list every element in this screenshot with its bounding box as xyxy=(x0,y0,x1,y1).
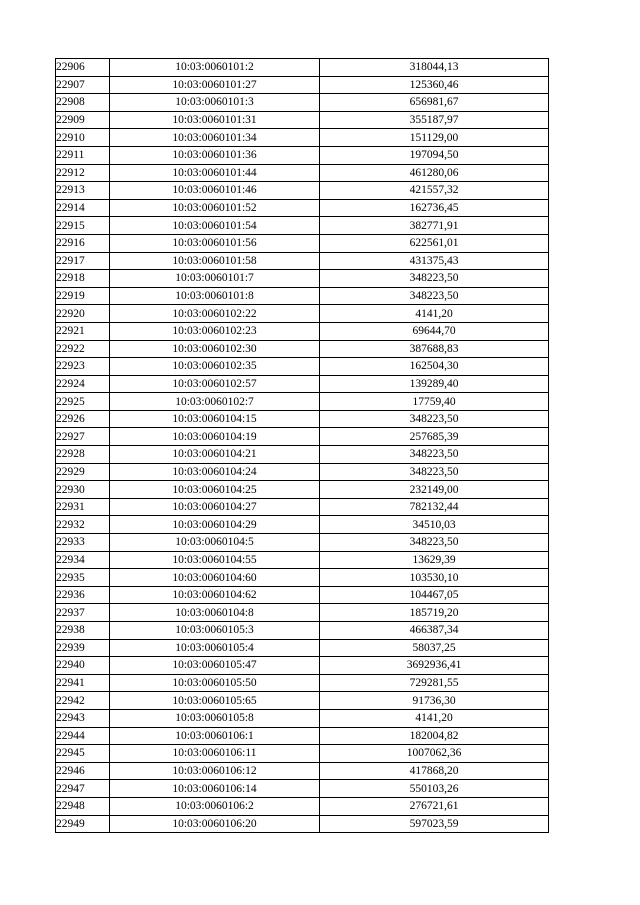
row-number-cell: 22906 xyxy=(56,59,110,77)
table-row xyxy=(56,604,549,622)
row-number-cell: 22908 xyxy=(56,94,110,112)
row-number-cell: 22917 xyxy=(56,252,110,270)
cadastral-number-cell: 10:03:0060101:27 xyxy=(110,76,320,94)
row-number-cell: 22930 xyxy=(56,481,110,499)
table-row xyxy=(56,129,549,147)
cadastral-value-cell: 417868,20 xyxy=(320,762,549,780)
table-row xyxy=(56,164,549,182)
table-row xyxy=(56,657,549,675)
row-number-cell: 22929 xyxy=(56,463,110,481)
table-row xyxy=(56,59,549,77)
table-row xyxy=(56,481,549,499)
cadastral-number-cell: 10:03:0060101:34 xyxy=(110,129,320,147)
cadastral-number-cell: 10:03:0060106:12 xyxy=(110,762,320,780)
cadastral-value-cell: 1007062,36 xyxy=(320,745,549,763)
row-number-cell: 22938 xyxy=(56,622,110,640)
row-number-cell: 22907 xyxy=(56,76,110,94)
table-row xyxy=(56,217,549,235)
cadastral-number-cell: 10:03:0060104:24 xyxy=(110,463,320,481)
row-number-cell: 22912 xyxy=(56,164,110,182)
table-row xyxy=(56,428,549,446)
cadastral-number-cell: 10:03:0060106:11 xyxy=(110,745,320,763)
cadastral-value-cell: 431375,43 xyxy=(320,252,549,270)
table-row xyxy=(56,111,549,129)
row-number-cell: 22933 xyxy=(56,534,110,552)
cadastral-number-cell: 10:03:0060101:54 xyxy=(110,217,320,235)
row-number-cell: 22918 xyxy=(56,270,110,288)
row-number-cell: 22945 xyxy=(56,745,110,763)
cadastral-value-cell: 387688,83 xyxy=(320,340,549,358)
cadastral-number-cell: 10:03:0060102:7 xyxy=(110,393,320,411)
cadastral-number-cell: 10:03:0060101:8 xyxy=(110,287,320,305)
cadastral-value-table xyxy=(55,58,549,833)
cadastral-value-cell: 34510,03 xyxy=(320,516,549,534)
row-number-cell: 22937 xyxy=(56,604,110,622)
table-row xyxy=(56,410,549,428)
cadastral-number-cell: 10:03:0060101:56 xyxy=(110,234,320,252)
cadastral-value-cell: 729281,55 xyxy=(320,674,549,692)
cadastral-value-cell: 656981,67 xyxy=(320,94,549,112)
row-number-cell: 22916 xyxy=(56,234,110,252)
table-row xyxy=(56,446,549,464)
cadastral-value-cell: 125360,46 xyxy=(320,76,549,94)
cadastral-number-cell: 10:03:0060104:55 xyxy=(110,551,320,569)
row-number-cell: 22948 xyxy=(56,797,110,815)
table-row xyxy=(56,252,549,270)
table-row xyxy=(56,674,549,692)
row-number-cell: 22922 xyxy=(56,340,110,358)
table-row xyxy=(56,358,549,376)
cadastral-number-cell: 10:03:0060101:2 xyxy=(110,59,320,77)
cadastral-number-cell: 10:03:0060102:23 xyxy=(110,322,320,340)
cadastral-number-cell: 10:03:0060104:21 xyxy=(110,446,320,464)
cadastral-value-cell: 182004,82 xyxy=(320,727,549,745)
table-row xyxy=(56,709,549,727)
row-number-cell: 22935 xyxy=(56,569,110,587)
cadastral-number-cell: 10:03:0060106:14 xyxy=(110,780,320,798)
table-row xyxy=(56,287,549,305)
cadastral-number-cell: 10:03:0060104:15 xyxy=(110,410,320,428)
row-number-cell: 22910 xyxy=(56,129,110,147)
cadastral-number-cell: 10:03:0060102:30 xyxy=(110,340,320,358)
cadastral-value-cell: 69644,70 xyxy=(320,322,549,340)
row-number-cell: 22915 xyxy=(56,217,110,235)
row-number-cell: 22936 xyxy=(56,586,110,604)
cadastral-value-cell: 4141,20 xyxy=(320,305,549,323)
cadastral-number-cell: 10:03:0060106:1 xyxy=(110,727,320,745)
cadastral-value-cell: 348223,50 xyxy=(320,287,549,305)
cadastral-number-cell: 10:03:0060101:31 xyxy=(110,111,320,129)
cadastral-value-cell: 58037,25 xyxy=(320,639,549,657)
table-row xyxy=(56,815,549,833)
table-row xyxy=(56,516,549,534)
cadastral-value-cell: 348223,50 xyxy=(320,270,549,288)
cadastral-value-cell: 232149,00 xyxy=(320,481,549,499)
cadastral-number-cell: 10:03:0060101:36 xyxy=(110,146,320,164)
table-row xyxy=(56,797,549,815)
row-number-cell: 22924 xyxy=(56,375,110,393)
cadastral-value-cell: 318044,13 xyxy=(320,59,549,77)
cadastral-value-cell: 355187,97 xyxy=(320,111,549,129)
row-number-cell: 22926 xyxy=(56,410,110,428)
row-number-cell: 22911 xyxy=(56,146,110,164)
cadastral-value-cell: 104467,05 xyxy=(320,586,549,604)
cadastral-value-cell: 139289,40 xyxy=(320,375,549,393)
cadastral-value-cell: 348223,50 xyxy=(320,446,549,464)
cadastral-value-cell: 4141,20 xyxy=(320,709,549,727)
cadastral-value-cell: 276721,61 xyxy=(320,797,549,815)
cadastral-number-cell: 10:03:0060104:5 xyxy=(110,534,320,552)
table-row xyxy=(56,322,549,340)
cadastral-number-cell: 10:03:0060104:27 xyxy=(110,498,320,516)
row-number-cell: 22942 xyxy=(56,692,110,710)
table-row xyxy=(56,463,549,481)
cadastral-value-cell: 348223,50 xyxy=(320,463,549,481)
table-row xyxy=(56,76,549,94)
row-number-cell: 22920 xyxy=(56,305,110,323)
cadastral-number-cell: 10:03:0060105:65 xyxy=(110,692,320,710)
cadastral-number-cell: 10:03:0060106:20 xyxy=(110,815,320,833)
table-row xyxy=(56,586,549,604)
row-number-cell: 22932 xyxy=(56,516,110,534)
cadastral-number-cell: 10:03:0060104:60 xyxy=(110,569,320,587)
table-body xyxy=(56,59,549,833)
row-number-cell: 22927 xyxy=(56,428,110,446)
document-page xyxy=(55,58,546,833)
table-row xyxy=(56,762,549,780)
cadastral-value-cell: 162504,30 xyxy=(320,358,549,376)
row-number-cell: 22909 xyxy=(56,111,110,129)
table-row xyxy=(56,375,549,393)
cadastral-number-cell: 10:03:0060104:19 xyxy=(110,428,320,446)
row-number-cell: 22931 xyxy=(56,498,110,516)
table-row xyxy=(56,393,549,411)
cadastral-value-cell: 197094,50 xyxy=(320,146,549,164)
row-number-cell: 22944 xyxy=(56,727,110,745)
row-number-cell: 22919 xyxy=(56,287,110,305)
cadastral-number-cell: 10:03:0060106:2 xyxy=(110,797,320,815)
table-row xyxy=(56,146,549,164)
cadastral-value-cell: 382771,91 xyxy=(320,217,549,235)
row-number-cell: 22914 xyxy=(56,199,110,217)
row-number-cell: 22921 xyxy=(56,322,110,340)
table-row xyxy=(56,551,549,569)
cadastral-value-cell: 550103,26 xyxy=(320,780,549,798)
table-row xyxy=(56,745,549,763)
cadastral-number-cell: 10:03:0060104:25 xyxy=(110,481,320,499)
cadastral-value-cell: 185719,20 xyxy=(320,604,549,622)
row-number-cell: 22943 xyxy=(56,709,110,727)
cadastral-number-cell: 10:03:0060101:58 xyxy=(110,252,320,270)
table-row xyxy=(56,622,549,640)
cadastral-value-cell: 348223,50 xyxy=(320,534,549,552)
row-number-cell: 22934 xyxy=(56,551,110,569)
table-row xyxy=(56,182,549,200)
cadastral-value-cell: 461280,06 xyxy=(320,164,549,182)
row-number-cell: 22949 xyxy=(56,815,110,833)
cadastral-number-cell: 10:03:0060105:8 xyxy=(110,709,320,727)
table-row xyxy=(56,199,549,217)
cadastral-value-cell: 622561,01 xyxy=(320,234,549,252)
row-number-cell: 22940 xyxy=(56,657,110,675)
row-number-cell: 22913 xyxy=(56,182,110,200)
row-number-cell: 22923 xyxy=(56,358,110,376)
cadastral-number-cell: 10:03:0060102:35 xyxy=(110,358,320,376)
row-number-cell: 22947 xyxy=(56,780,110,798)
row-number-cell: 22928 xyxy=(56,446,110,464)
cadastral-value-cell: 13629,39 xyxy=(320,551,549,569)
cadastral-number-cell: 10:03:0060104:8 xyxy=(110,604,320,622)
cadastral-number-cell: 10:03:0060101:46 xyxy=(110,182,320,200)
table-row xyxy=(56,692,549,710)
cadastral-number-cell: 10:03:0060101:7 xyxy=(110,270,320,288)
cadastral-number-cell: 10:03:0060104:62 xyxy=(110,586,320,604)
table-row xyxy=(56,498,549,516)
cadastral-number-cell: 10:03:0060101:52 xyxy=(110,199,320,217)
cadastral-value-cell: 91736,30 xyxy=(320,692,549,710)
cadastral-value-cell: 348223,50 xyxy=(320,410,549,428)
cadastral-value-cell: 597023,59 xyxy=(320,815,549,833)
cadastral-value-cell: 151129,00 xyxy=(320,129,549,147)
cadastral-value-cell: 17759,40 xyxy=(320,393,549,411)
row-number-cell: 22946 xyxy=(56,762,110,780)
row-number-cell: 22939 xyxy=(56,639,110,657)
cadastral-number-cell: 10:03:0060105:47 xyxy=(110,657,320,675)
cadastral-number-cell: 10:03:0060104:29 xyxy=(110,516,320,534)
cadastral-number-cell: 10:03:0060105:4 xyxy=(110,639,320,657)
cadastral-number-cell: 10:03:0060102:57 xyxy=(110,375,320,393)
cadastral-value-cell: 466387,34 xyxy=(320,622,549,640)
cadastral-value-cell: 257685,39 xyxy=(320,428,549,446)
cadastral-number-cell: 10:03:0060101:44 xyxy=(110,164,320,182)
table-row xyxy=(56,534,549,552)
cadastral-value-cell: 162736,45 xyxy=(320,199,549,217)
table-row xyxy=(56,569,549,587)
table-row xyxy=(56,727,549,745)
table-row xyxy=(56,780,549,798)
row-number-cell: 22925 xyxy=(56,393,110,411)
cadastral-number-cell: 10:03:0060101:3 xyxy=(110,94,320,112)
table-row xyxy=(56,270,549,288)
cadastral-value-cell: 3692936,41 xyxy=(320,657,549,675)
table-row xyxy=(56,234,549,252)
table-row xyxy=(56,340,549,358)
cadastral-value-cell: 103530,10 xyxy=(320,569,549,587)
cadastral-number-cell: 10:03:0060105:3 xyxy=(110,622,320,640)
table-row xyxy=(56,305,549,323)
cadastral-value-cell: 782132,44 xyxy=(320,498,549,516)
cadastral-number-cell: 10:03:0060102:22 xyxy=(110,305,320,323)
table-row xyxy=(56,94,549,112)
table-row xyxy=(56,639,549,657)
row-number-cell: 22941 xyxy=(56,674,110,692)
cadastral-number-cell: 10:03:0060105:50 xyxy=(110,674,320,692)
cadastral-value-cell: 421557,32 xyxy=(320,182,549,200)
